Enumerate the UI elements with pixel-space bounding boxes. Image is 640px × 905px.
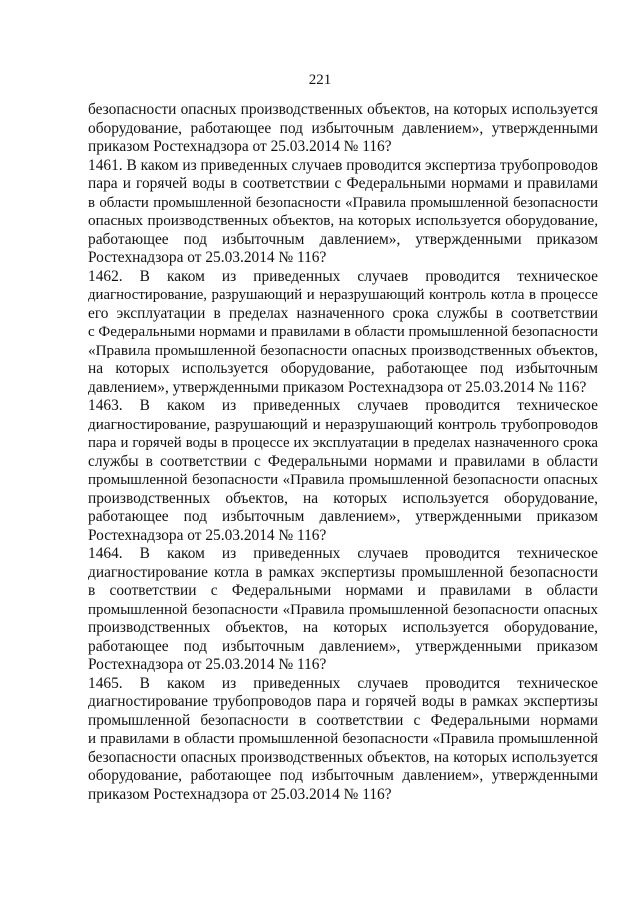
text-line: промышленной безопасности «Правила промышленной безопасности опасных: [88, 601, 598, 618]
text-line: пара и горячей воды в процессе их эксплуатации в пределах назначенного срока: [88, 435, 598, 451]
text-line: безопасности опасных производственных объектов, на которых используется: [88, 101, 598, 118]
text-line: на которых используется оборудование, работающее под избыточным: [88, 360, 598, 377]
text-line: пара и горячей воды в соответствии с Федеральными нормами и правилами: [88, 175, 598, 192]
text-line: промышленной безопасности «Правила промышленной безопасности опасных: [88, 472, 598, 488]
text-line: Ростехнадзора от 25.03.2014 № 116?: [88, 656, 327, 673]
text-line: производственных объектов, на которых используется оборудование,: [88, 489, 598, 507]
text-line: давлением», утвержденными приказом Ростехнадзора от 25.03.2014 № 116?: [88, 378, 587, 396]
text-line: промышленной безопасности в соответствии с Федеральными нормами: [88, 711, 598, 729]
text-line: диагностирование, разрушающий и неразрушающий контроль котла в процессе: [88, 287, 598, 303]
text-line: 1463. В каком из приведенных случаев проводится техническое: [88, 397, 598, 414]
text-line: в области промышленной безопасности «Правила промышленной безопасности: [88, 194, 598, 211]
text-line: оборудование, работающее под избыточным давлением», утвержденными: [88, 767, 598, 784]
text-line: работающее под избыточным давлением», утвержденными приказом: [88, 508, 598, 525]
text-line: службы в соответствии с Федеральными нормами и правилами в области: [88, 452, 598, 470]
text-line: в соответствии с Федеральными нормами и правилами в области: [88, 582, 598, 599]
text-line: оборудование, работающее под избыточным давлением», утвержденными: [88, 119, 598, 137]
text-line: диагностирование котла в рамках экспертизы промышленной безопасности: [88, 563, 598, 581]
text-line: и правилами в области промышленной безопасности «Правила промышленной: [88, 731, 598, 747]
text-line: производственных объектов, на которых используется оборудование,: [88, 619, 598, 636]
text-line: 1461. В каком из приведенных случаев проводится экспертиза трубопроводов: [88, 156, 598, 174]
text-line: с Федеральными нормами и правилами в области промышленной безопасности: [88, 324, 598, 340]
text-line: диагностирование трубопроводов пара и горячей воды в рамках экспертизы: [88, 693, 598, 710]
text-line: опасных производственных объектов, на которых используется оборудование,: [88, 212, 598, 229]
text-line: приказом Ростехнадзора от 25.03.2014 № 116?: [88, 138, 392, 155]
text-line: 1462. В каком из приведенных случаев проводится техническое: [88, 267, 598, 285]
text-line: диагностирование, разрушающий и неразрушающий контроль трубопроводов: [88, 415, 598, 433]
text-line: Ростехнадзора от 25.03.2014 № 116?: [88, 526, 327, 544]
text-line: приказом Ростехнадзора от 25.03.2014 № 116?: [88, 785, 392, 803]
text-line: «Правила промышленной безопасности опасных производственных объектов,: [88, 341, 598, 359]
text-line: Ростехнадзора от 25.03.2014 № 116?: [88, 249, 327, 266]
document-body: [88, 101, 598, 804]
text-line: работающее под избыточным давлением», утвержденными приказом: [88, 637, 598, 655]
text-line: его эксплуатации в пределах назначенного срока службы в соответствии: [88, 304, 598, 322]
text-line: 1465. В каком из приведенных случаев проводится техническое: [88, 674, 598, 692]
text-line: работающее под избыточным давлением», утвержденными приказом: [88, 230, 598, 248]
text-line: безопасности опасных производственных объектов, на которых используется: [88, 748, 598, 766]
text-line: 1464. В каком из приведенных случаев проводится техническое: [88, 545, 598, 562]
page-number: 221: [308, 72, 332, 88]
